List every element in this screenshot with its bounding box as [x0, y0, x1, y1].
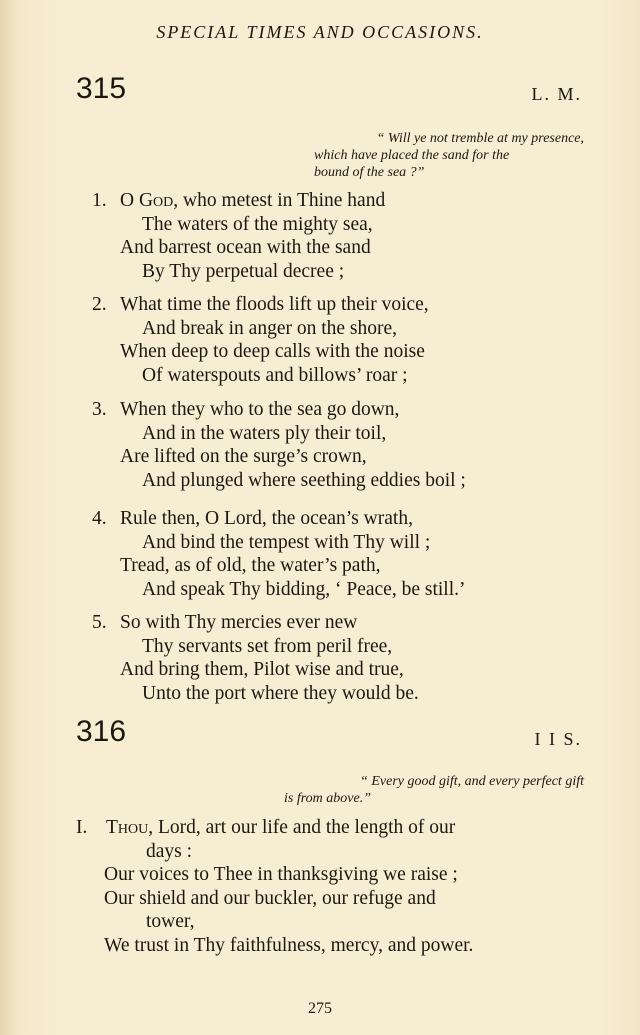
verse-line: And bring them, Pilot wise and true, — [120, 659, 404, 680]
verse — [92, 398, 466, 492]
verse-line: And barrest ocean with the sand — [120, 237, 371, 258]
verse-line-text: Lord, art our life and the length of our — [153, 817, 456, 838]
verse-line: tower, — [146, 911, 195, 932]
verse-line: By Thy perpetual decree ; — [142, 260, 345, 282]
epigraph-line: “ Every good gift, and every perfect gift — [360, 774, 584, 789]
verse-line: Unto the port where they would be. — [142, 682, 419, 704]
verse-line — [92, 189, 385, 213]
epigraph-line: “ Will ye not tremble at my presence, — [376, 131, 584, 146]
verse-line: Thy servants set from peril free, — [142, 635, 393, 657]
verse-line: And bind the tempest with Thy will ; — [142, 531, 431, 553]
verse-line: The waters of the mighty sea, — [142, 213, 373, 235]
verse-line: And plunged where seething eddies boil ; — [142, 469, 466, 491]
epigraph-line: bound of the sea ?” — [314, 165, 425, 180]
verse — [76, 816, 586, 957]
verse-line: days : — [146, 840, 193, 862]
verse — [92, 507, 466, 601]
verse-line-text: So with Thy mercies ever new — [120, 612, 358, 633]
verse-line: Of waterspouts and billows’ roar ; — [142, 364, 408, 386]
verse-line: Our voices to Thee in thanksgiving we raise ; — [104, 864, 458, 885]
epigraph-line: which have placed the sand for the — [314, 148, 510, 163]
verse-line: Tread, as of old, the water’s path, — [120, 555, 381, 576]
verse — [92, 189, 385, 283]
verse-number: 3. — [92, 399, 107, 420]
verse-first-word: O God, — [120, 190, 179, 211]
verse-number: 1. — [92, 190, 107, 211]
page-number: 275 — [308, 1000, 332, 1017]
verse-line — [92, 507, 466, 531]
verse-line: We trust in Thy faithfulness, mercy, and power. — [104, 934, 474, 956]
verse-line-text: who metest in Thine hand — [178, 190, 386, 211]
verse-number: 4. — [92, 508, 107, 529]
verse — [92, 611, 419, 705]
hymn-number: 316 — [76, 715, 127, 748]
hymn-number: 315 — [76, 72, 127, 105]
verse-number: 2. — [92, 294, 107, 315]
verse-line — [92, 611, 419, 635]
verse-line: And in the waters ply their toil, — [142, 422, 387, 444]
verse-line — [92, 293, 429, 317]
epigraph — [254, 773, 584, 807]
verse-line — [92, 398, 466, 422]
verse-line — [76, 816, 586, 840]
verse-first-word: Thou, — [106, 817, 154, 838]
verse-line: And break in anger on the shore, — [142, 317, 398, 339]
verse-number: I. — [76, 817, 88, 838]
hymn-meter: I I S. — [534, 729, 582, 749]
running-title: SPECIAL TIMES AND OCCASIONS. — [156, 22, 484, 42]
verse-line: When deep to deep calls with the noise — [120, 341, 425, 362]
verse-line: And speak Thy bidding, ‘ Peace, be still.’ — [142, 578, 466, 600]
verse-line-text: Rule then, O Lord, the ocean’s wrath, — [120, 508, 413, 529]
verse-line-text: What time the floods lift up their voice, — [120, 294, 429, 315]
verse-line: Are lifted on the surge’s crown, — [120, 446, 367, 467]
verse-line-text: When they who to the sea go down, — [120, 399, 400, 420]
epigraph — [284, 130, 584, 181]
hymn-meter: L. M. — [531, 84, 582, 104]
verse — [92, 293, 429, 387]
verse-line: Our shield and our buckler, our refuge and — [104, 887, 436, 909]
epigraph-line: is from above.” — [284, 791, 371, 806]
verse-number: 5. — [92, 612, 107, 633]
